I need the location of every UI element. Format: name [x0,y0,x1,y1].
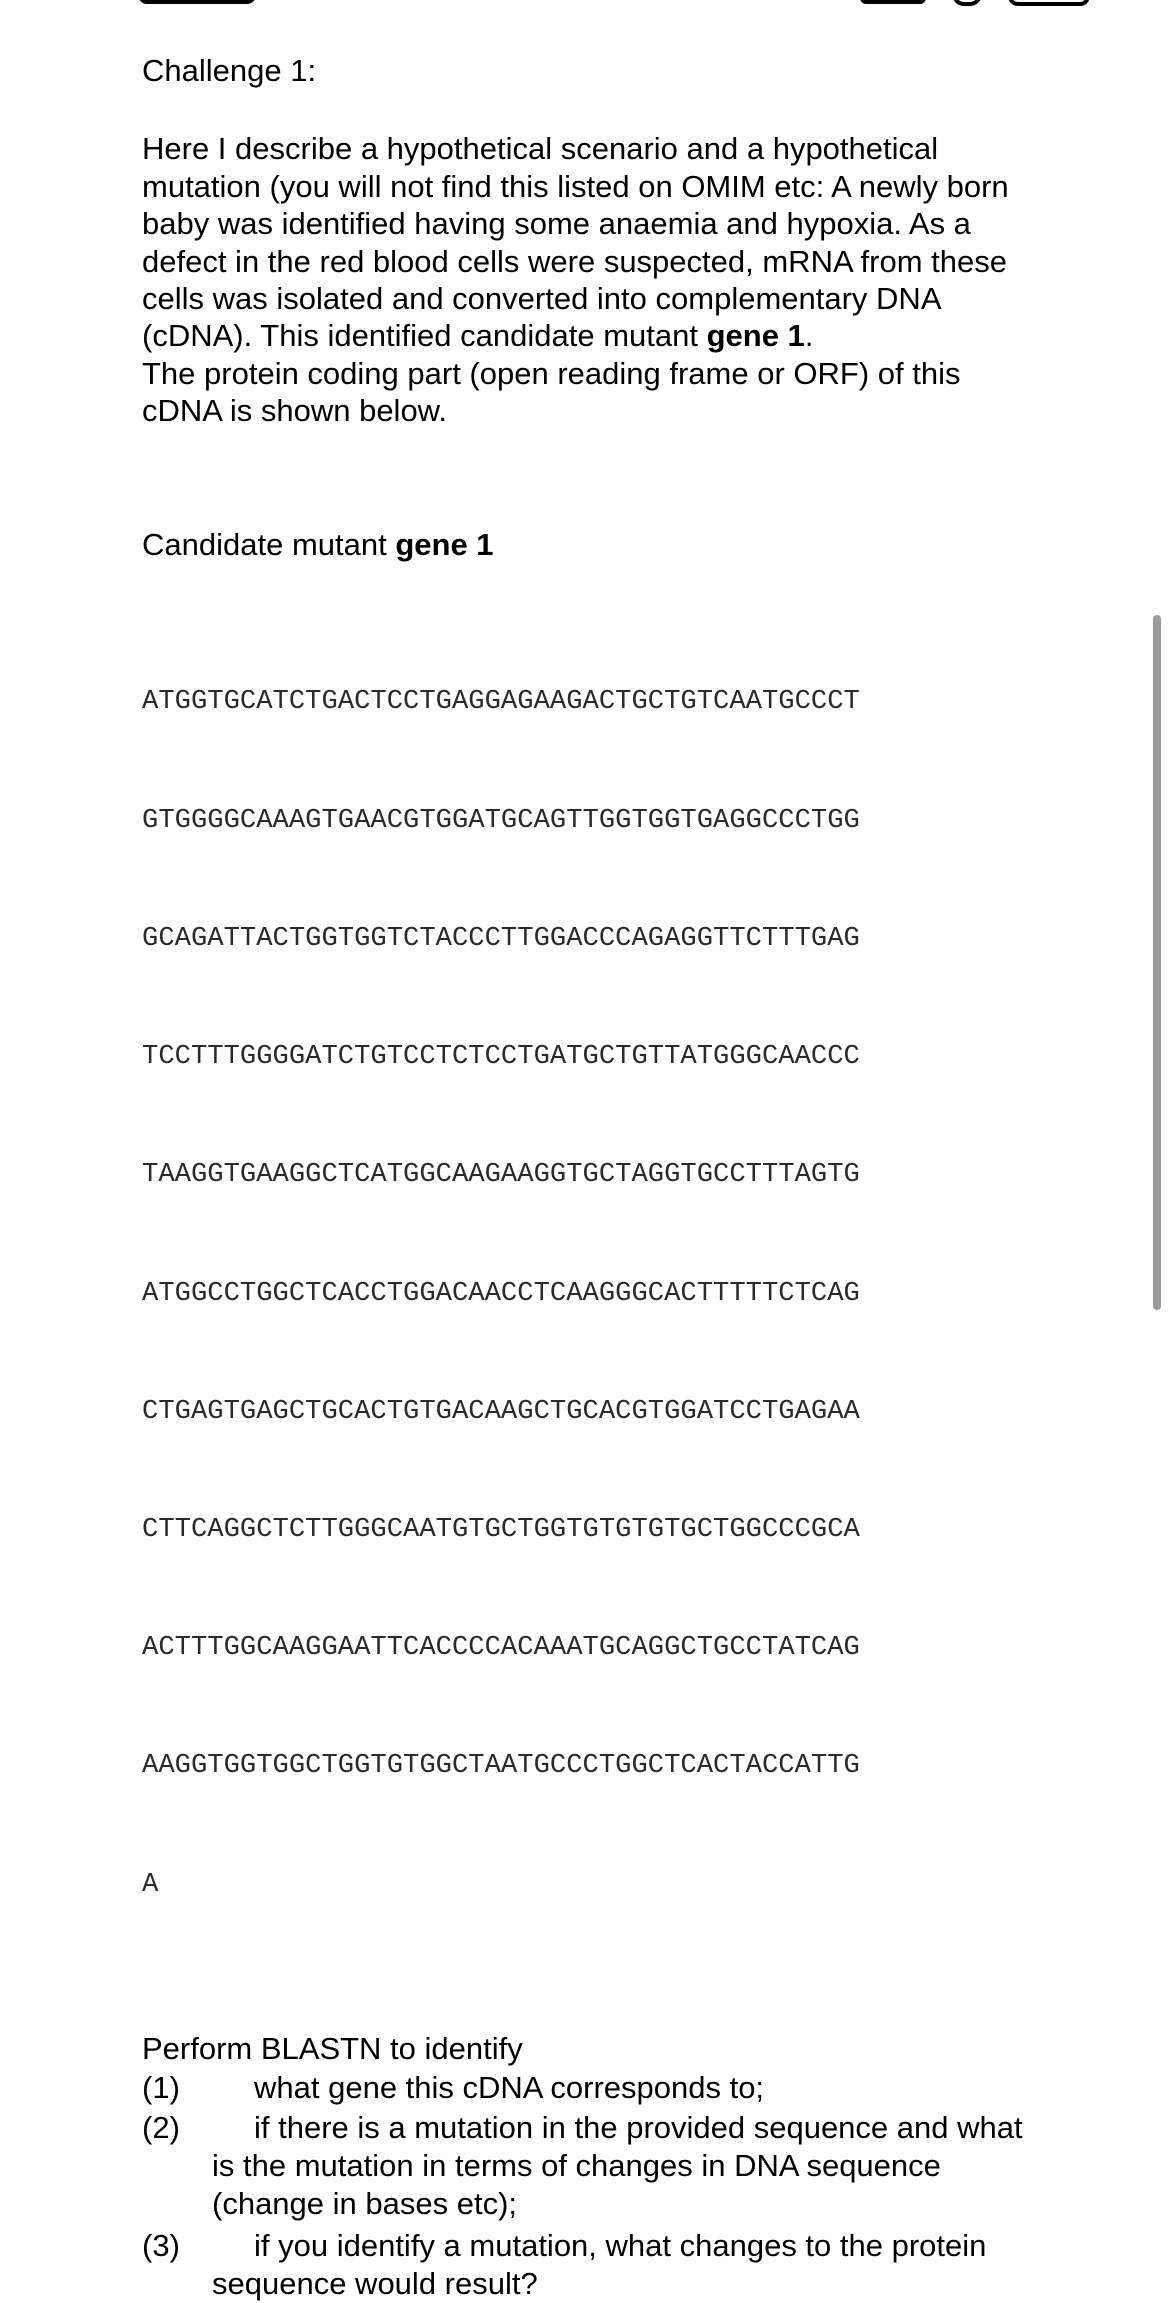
task-number: (3) [142,2227,180,2263]
scrollbar[interactable] [1153,615,1161,1310]
task-item-2 [142,2109,1042,2223]
sequence-line: A [142,1868,159,1900]
intro-text: Here I describe a hypothetical scenario and a hypothetical mutation (you will not find this listed on OMIM etc: A newly born baby was identified having some anaemia and hypoxia. As a defect in the red blood cells were suspected, mRNA from these cells was isolated and converted into complementary DNA (cDNA). This identified candidate mutant [142,131,1009,354]
sequence-line: ATGGTGCATCTGACTCCTGAGGAGAAGACTGCTGTCAATGCCCT [142,686,860,718]
task-text: if there is a mutation in the provided sequence and what is the mutation in terms of changes in DNA sequence (change in bases etc); [212,2109,1023,2221]
sequence-heading [142,526,1042,563]
sequence-line: GCAGATTACTGGTGGTCTACCCTTGGACCCAGAGGTTCTTTGAG [142,922,860,954]
task-intro: Perform BLASTN to identify [142,2030,523,2066]
challenge-title: Challenge 1: [142,53,317,88]
task-number: (2) [142,2109,180,2145]
task-number: (1) [142,2069,180,2105]
battery-icon [1008,0,1090,6]
sequence-line: CTTCAGGCTCTTGGGCAATGTGCTGGTGTGTGTGCTGGCCCGCA [142,1514,860,1545]
sequence-line: TCCTTTGGGGATCTGTCCTCTCCTGATGCTGTTATGGGCAACCC [142,1041,860,1073]
sequence-line: CTGAGTGAGCTGCACTGTGACAAGCTGCACGTGGATCCTGAGAA [142,1395,860,1427]
dna-sequence [142,604,1042,1983]
intro-period: . [804,318,814,354]
task-item-3 [142,2227,1042,2303]
sequence-line: ATGGCCTGGCTCACCTGGACAACCTCAAGGGCACTTTTTCTCAG [142,1277,860,1309]
signal-icon [860,0,926,4]
task-item-1 [142,2069,1042,2107]
document-page [142,52,1042,2303]
task-text: what gene this cDNA corresponds to; [254,2069,765,2105]
heading-text: Candidate mutant [142,526,396,562]
orf-description: The protein coding part (open reading frame or ORF) of this cDNA is shown below. [142,355,961,429]
sequence-line: GTGGGGCAAAGTGAACGTGGATGCAGTTGGTGGTGAGGCCCTGG [142,804,860,836]
intro-gene-name: gene 1 [706,318,805,354]
intro-paragraph [142,130,1042,354]
task-text: if you identify a mutation, what changes to the protein sequence would result? [212,2227,987,2301]
sequence-line: AAGGTGGTGGCTGGTGTGGCTAATGCCCTGGCTCACTACCATTG [142,1750,860,1782]
sequence-line: TAAGGTGAAGGCTCATGGCAAGAAGGTGCTAGGTGCCTTTAGTG [142,1159,860,1191]
heading-gene-name: gene 1 [395,526,494,562]
status-bar-time [138,0,256,4]
wifi-icon [952,0,982,6]
sequence-line: ACTTTGGCAAGGAATTCACCCCACAAATGCAGGCTGCCTATCAG [142,1632,860,1664]
